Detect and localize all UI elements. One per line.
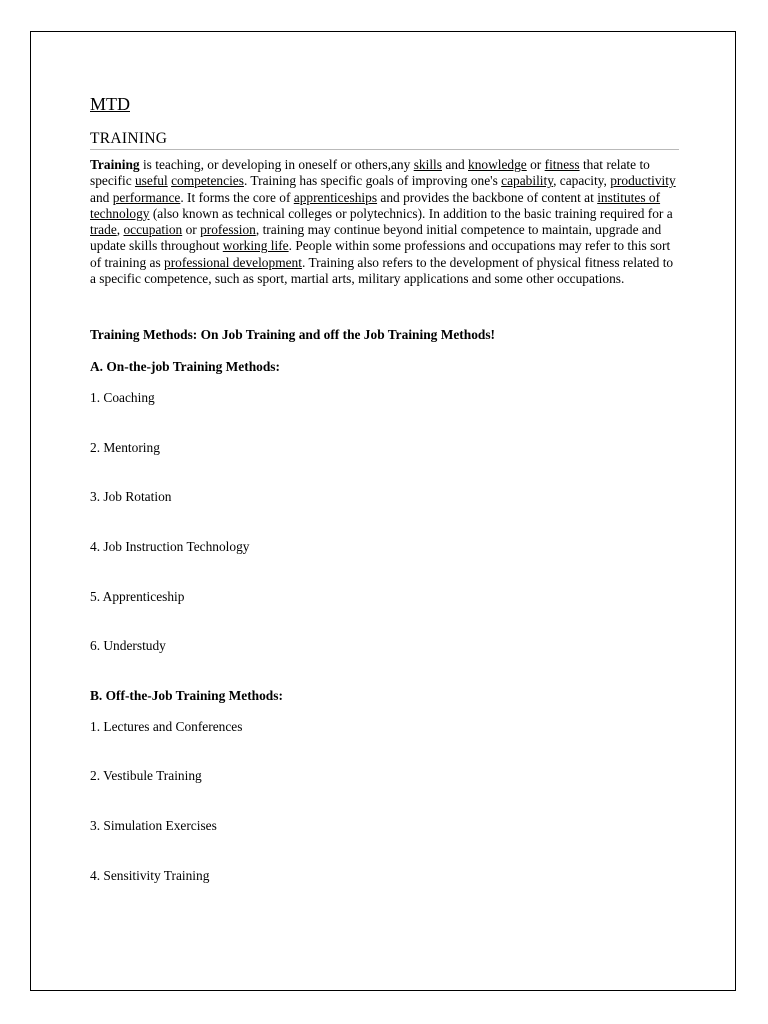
hyperlink[interactable]: trade <box>90 222 117 238</box>
list-item: 4. Sensitivity Training <box>90 868 210 883</box>
paragraph-text: , <box>116 222 124 238</box>
hyperlink[interactable]: competencies <box>171 173 244 189</box>
list-item: 2. Mentoring <box>90 440 160 455</box>
list-item: 2. Vestibule Training <box>90 768 202 783</box>
paragraph-text: or <box>182 222 201 238</box>
hyperlink[interactable]: productivity <box>610 173 676 189</box>
hyperlink[interactable]: institutes of technology <box>90 189 661 221</box>
on-the-job-heading: A. On-the-job Training Methods: <box>90 359 280 374</box>
paragraph-text: and provides the backbone of content at <box>377 189 598 205</box>
hyperlink[interactable]: occupation <box>123 222 183 238</box>
list-item: 1. Coaching <box>90 390 155 405</box>
paragraph-text: . It forms the core of <box>180 189 294 205</box>
paragraph-text: . People within some professions and occupations may refer to this sort of training as <box>90 238 671 270</box>
hyperlink[interactable]: fitness <box>544 157 580 172</box>
bold-term: Training <box>90 157 140 172</box>
paragraph-text: . Training has specific goals of improving one's <box>243 173 502 189</box>
list-item: 3. Job Rotation <box>90 489 172 504</box>
paragraph-text: is teaching, or developing in oneself or others,any <box>139 157 414 172</box>
paragraph-text: and <box>441 157 468 172</box>
hyperlink[interactable]: profession <box>200 222 256 238</box>
paragraph-text: , training may continue beyond initial competence to maintain, upgrade and update skills throughout <box>90 222 662 254</box>
methods-heading: Training Methods: On Job Training and off the Job Training Methods! <box>90 327 496 342</box>
hyperlink[interactable]: working life <box>222 238 289 254</box>
hyperlink[interactable]: skills <box>413 157 442 172</box>
section-heading: TRAINING <box>90 129 679 150</box>
list-item: 3. Simulation Exercises <box>90 818 217 833</box>
hyperlink[interactable]: apprenticeships <box>293 189 378 205</box>
list-item: 4. Job Instruction Technology <box>90 539 250 554</box>
list-item: 1. Lectures and Conferences <box>90 719 243 734</box>
hyperlink[interactable]: useful <box>134 173 168 189</box>
hyperlink[interactable]: professional development <box>164 254 302 270</box>
document-title: MTD <box>90 94 130 114</box>
paragraph-text: , capacity, <box>553 173 611 189</box>
paragraph-text: (also known as technical colleges or polytechnics). In addition to the basic training required for a <box>149 205 673 221</box>
list-item: 5. Apprenticeship <box>90 589 185 604</box>
off-the-job-heading: B. Off-the-Job Training Methods: <box>90 688 283 703</box>
paragraph-text: and <box>90 189 113 205</box>
hyperlink[interactable]: performance <box>112 189 181 205</box>
document-page <box>30 31 736 991</box>
hyperlink[interactable]: knowledge <box>468 157 527 172</box>
hyperlink[interactable]: capability <box>501 173 554 189</box>
list-item: 6. Understudy <box>90 638 166 653</box>
paragraph-text: or <box>526 157 545 172</box>
paragraph-text: that relate to specific <box>90 157 650 189</box>
training-paragraph <box>90 157 679 287</box>
paragraph-text: . Training also refers to the development of physical fitness related to a specific competence, such as sport, martial arts, military applications and some other occupations. <box>90 254 674 287</box>
